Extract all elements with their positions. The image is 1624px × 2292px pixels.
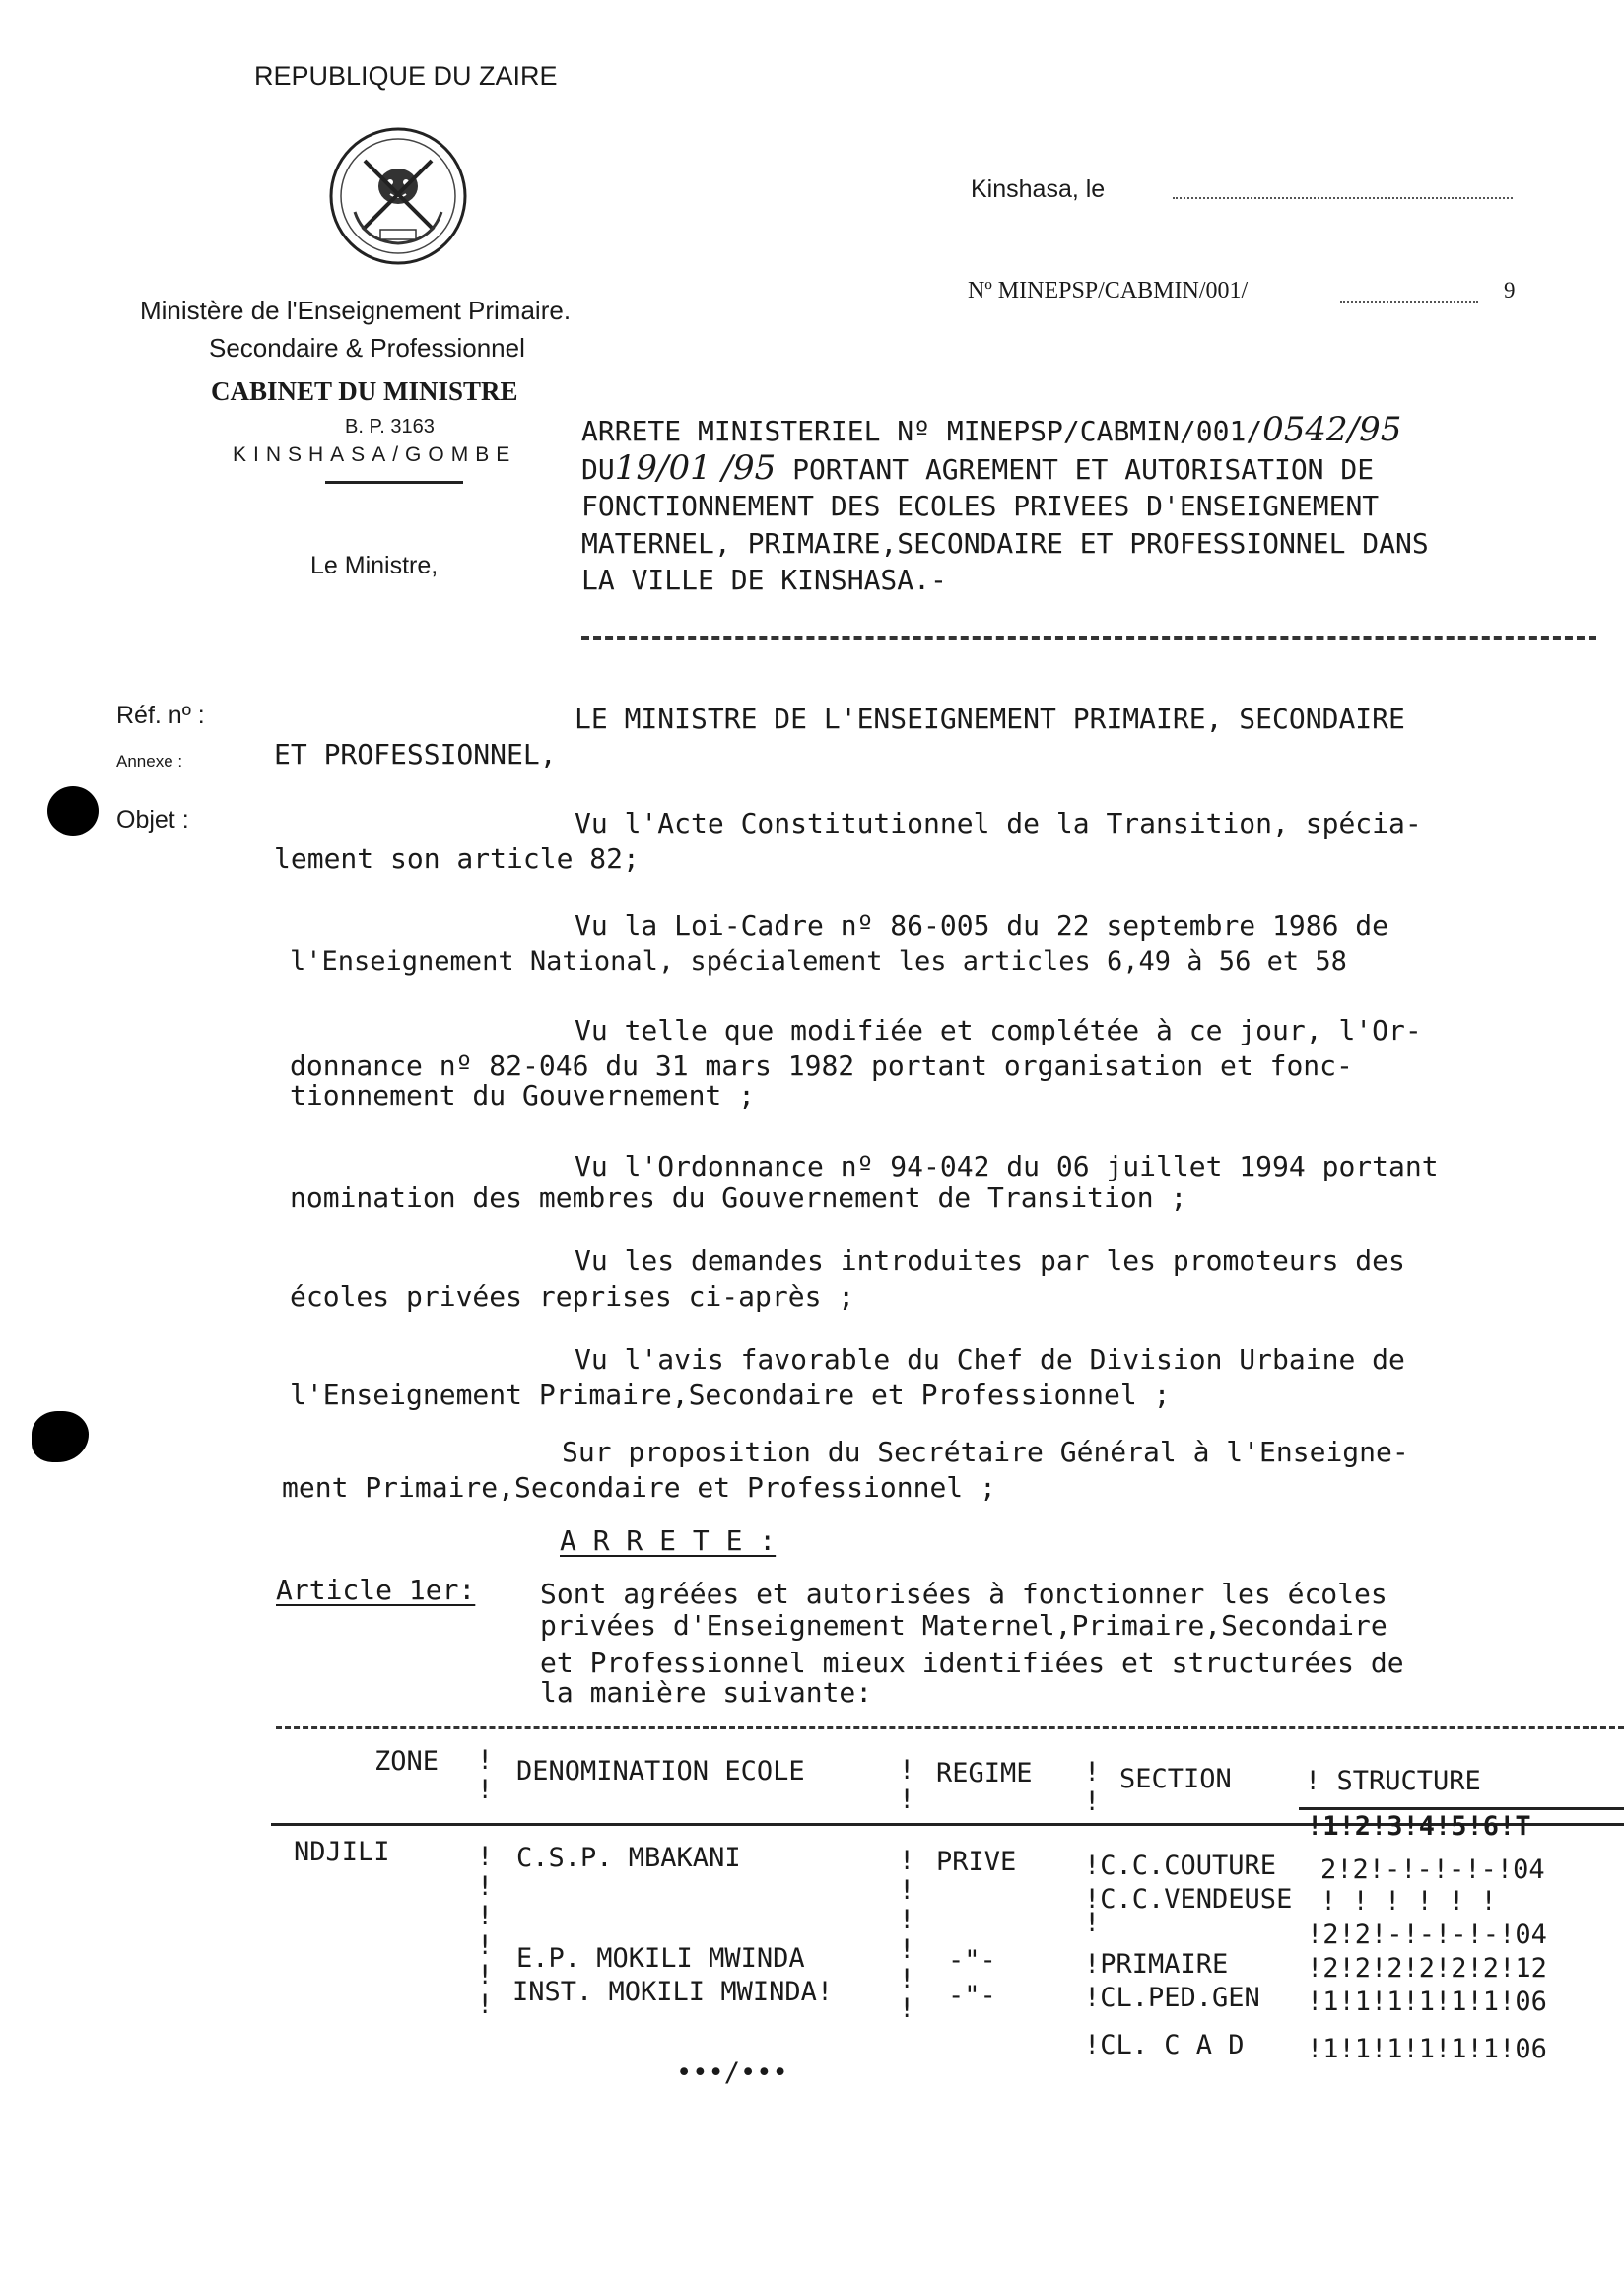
structure-label: STRUCTURE	[1336, 1766, 1481, 1796]
title-separator	[581, 636, 1596, 640]
article-label: Article 1er:	[276, 1574, 476, 1606]
table-top-rule	[276, 1726, 1624, 1729]
cell-regime: -"-	[948, 1981, 996, 2011]
col-separator: ! !	[1084, 1757, 1101, 1817]
reference-tail: 9	[1504, 278, 1516, 303]
title-rest: PORTANT AGREMENT ET AUTORISATION DE	[792, 452, 1375, 486]
considerant-4-line-2: nomination des membres du Gouvernement de Transition ;	[290, 1181, 1187, 1214]
col-header-section: SECTION	[1119, 1764, 1232, 1794]
cell-section: !CL.PED.GEN	[1084, 1983, 1260, 2013]
considerant-3-line-2: donnance nº 82-046 du 31 mars 1982 portant organisation et fonc-	[290, 1049, 1353, 1082]
reference-number: Nº MINEPSP/CABMIN/001/	[968, 278, 1249, 303]
considerant-5-line-2: écoles privées reprises ci-après ;	[290, 1280, 855, 1313]
divider-line	[325, 481, 463, 484]
cell-regime: PRIVE	[936, 1847, 1017, 1877]
cell-structure: !1!1!1!1!1!1!06	[1307, 2034, 1547, 2064]
col-header-denomination: DENOMINATION ECOLE	[516, 1756, 805, 1786]
col-separator: ! !	[477, 1745, 494, 1805]
considerant-2-line-1: Vu la Loi-Cadre nº 86-005 du 22 septembre 1986 de	[575, 910, 1389, 942]
cell-zone: NDJILI	[294, 1837, 390, 1867]
ministry-line-1: Ministère de l'Enseignement Primaire.	[140, 296, 572, 325]
cell-structure: 2!2!-!-!-!-!04	[1320, 1854, 1545, 1885]
considerant-5-line-1: Vu les demandes introduites par les promoteurs des	[575, 1245, 1405, 1277]
cell-section: !PRIMAIRE	[1084, 1949, 1229, 1980]
title-line-4: MATERNEL, PRIMAIRE,SECONDAIRE ET PROFESSIONNEL DANS	[581, 526, 1429, 560]
structure-underline	[1299, 1807, 1624, 1810]
considerant-6-line-2: l'Enseignement Primaire,Secondaire et Professionnel ;	[290, 1379, 1171, 1411]
cell-structure: ! ! ! ! ! !	[1320, 1886, 1497, 1917]
cell-section: !CL. C A D	[1084, 2030, 1245, 2060]
cell-structure: !1!1!1!1!1!1!06	[1307, 1987, 1547, 2017]
cell-school: C.S.P. MBAKANI	[516, 1843, 741, 1873]
decree-title	[581, 412, 1429, 599]
cell-section: !C.C.VENDEUSE	[1084, 1884, 1293, 1915]
cabinet-heading: CABINET DU MINISTRE	[211, 376, 518, 406]
title-du: DU	[581, 452, 615, 486]
continuation-mark: •••/•••	[676, 2057, 788, 2088]
title-line-1	[581, 412, 1429, 450]
considerant-7-line-1: Sur proposition du Secrétaire Général à l'Enseigne-	[562, 1436, 1409, 1468]
article-line-3: et Professionnel mieux identifiées et structurées de	[540, 1647, 1404, 1679]
coat-of-arms-emblem-icon	[325, 123, 471, 269]
ref-label: Réf. nº :	[116, 702, 205, 729]
postal-box: B. P. 3163	[345, 416, 435, 438]
col-separator: ! ! ! ! ! !	[477, 1842, 494, 2020]
col-separator: ! ! ! ! ! !	[899, 1846, 915, 2024]
article-line-1: Sont agréées et autorisées à fonctionner les écoles	[540, 1578, 1387, 1610]
title-line-2	[581, 447, 1429, 489]
cell-school: E.P. MOKILI MWINDA	[516, 1943, 805, 1974]
considerant-2-line-2: l'Enseignement National, spécialement les articles 6,49 à 56 et 58	[290, 946, 1347, 977]
objet-label: Objet :	[116, 806, 189, 834]
col-header-zone: ZONE	[374, 1746, 440, 1777]
preamble-line-2: ET PROFESSIONNEL,	[274, 738, 557, 771]
handwritten-date: 19/01 /95	[614, 447, 777, 488]
ministry-name	[140, 292, 571, 367]
punch-hole-mark	[32, 1411, 89, 1462]
annexe-label: Annexe :	[116, 752, 183, 771]
article-line-4: la manière suivante:	[540, 1676, 873, 1709]
place-date-label: Kinshasa, le	[971, 175, 1106, 203]
considerant-1-line-2: lement son article 82;	[274, 843, 640, 875]
col-header-structure: ! STRUCTURE	[1305, 1766, 1481, 1796]
col-header-regime: REGIME	[936, 1758, 1033, 1788]
city-line: KINSHASA/GOMBE	[233, 443, 517, 466]
handwritten-number: 0542/95	[1262, 410, 1402, 449]
cell-school: INST. MOKILI MWINDA!	[512, 1977, 834, 2007]
title-line-5: LA VILLE DE KINSHASA.-	[581, 564, 947, 596]
considerant-3-line-1: Vu telle que modifiée et complétée à ce jour, l'Or-	[575, 1014, 1422, 1046]
title-line-3: FONCTIONNEMENT DES ECOLES PRIVEES D'ENSEIGNEMENT	[581, 490, 1380, 522]
considerant-1-line-1: Vu l'Acte Constitutionnel de la Transition, spécia-	[575, 807, 1422, 840]
cell-structure: !2!2!2!2!2!2!12	[1307, 1953, 1547, 1984]
considerant-3-line-3: tionnement du Gouvernement ;	[290, 1079, 756, 1112]
arrete-heading: A R R E T E :	[560, 1524, 777, 1557]
col-separator: !	[1084, 1908, 1101, 1938]
date-fill-line	[1173, 197, 1513, 199]
cell-structure: !2!2!-!-!-!-!04	[1307, 1920, 1547, 1950]
considerant-4-line-1: Vu l'Ordonnance nº 94-042 du 06 juillet 1994 portant	[575, 1150, 1439, 1182]
signatory-label: Le Ministre,	[310, 552, 439, 579]
considerant-7-line-2: ment Primaire,Secondaire et Professionnel ;	[282, 1471, 996, 1504]
country-heading: REPUBLIQUE DU ZAIRE	[254, 61, 558, 91]
punch-hole-mark	[47, 786, 99, 836]
col-separator: ! !	[899, 1755, 915, 1815]
structure-columns: !1!2!3!4!5!6!T	[1307, 1811, 1531, 1842]
preamble-line-1: LE MINISTRE DE L'ENSEIGNEMENT PRIMAIRE, SECONDAIRE	[575, 703, 1405, 735]
title-print-1: ARRETE MINISTERIEL Nº MINEPSP/CABMIN/001/	[581, 415, 1263, 447]
cell-section: !C.C.COUTURE	[1084, 1851, 1277, 1881]
ministry-line-2: Secondaire & Professionnel	[209, 333, 525, 363]
cell-regime: -"-	[948, 1945, 996, 1976]
reference-fill-line	[1340, 301, 1478, 303]
considerant-6-line-1: Vu l'avis favorable du Chef de Division Urbaine de	[575, 1343, 1405, 1376]
article-line-2: privées d'Enseignement Maternel,Primaire,Secondaire	[540, 1609, 1387, 1642]
